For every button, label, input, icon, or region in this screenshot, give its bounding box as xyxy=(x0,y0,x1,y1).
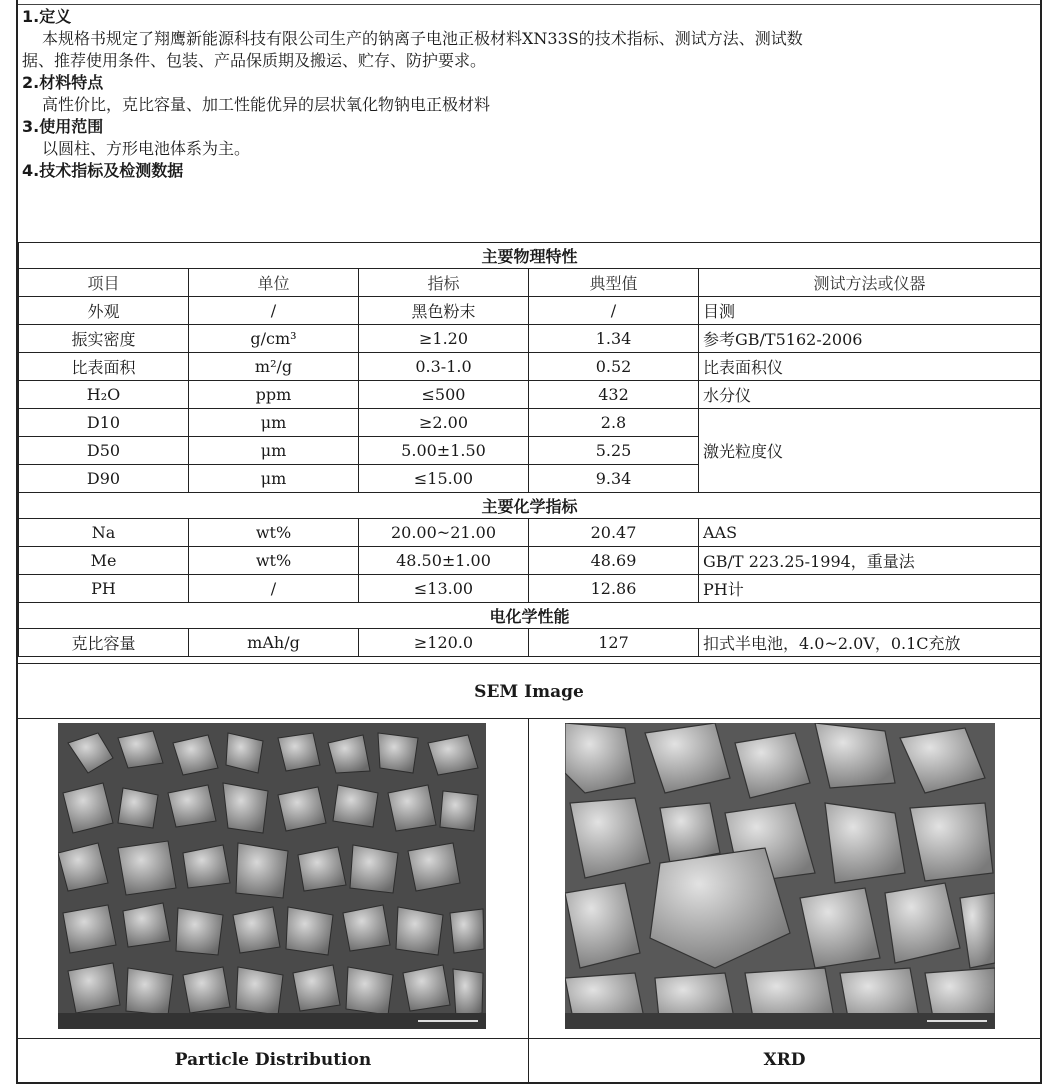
cell-method-laser: 激光粒度仪 xyxy=(699,409,1041,493)
cell-spec: ≤500 xyxy=(359,381,529,409)
cell-method: PH计 xyxy=(699,575,1041,603)
table-row xyxy=(19,353,1041,381)
sem-cell-left xyxy=(18,719,529,1039)
cell-unit: μm xyxy=(189,437,359,465)
col-header-spec: 指标 xyxy=(359,269,529,297)
col-header-item: 项目 xyxy=(19,269,189,297)
scope-text: 以圆柱、方形电池体系为主。 xyxy=(42,139,251,158)
cell-unit: μm xyxy=(189,409,359,437)
cell-method: 比表面积仪 xyxy=(699,353,1041,381)
cell-unit: μm xyxy=(189,465,359,493)
physical-section-title: 主要物理特性 xyxy=(19,243,1041,269)
cell-item: Me xyxy=(19,547,189,575)
intro-section xyxy=(22,6,1038,182)
cell-spec: ≥120.0 xyxy=(359,629,529,657)
cell-item: Na xyxy=(19,519,189,547)
cell-spec: ≤15.00 xyxy=(359,465,529,493)
col-header-unit: 单位 xyxy=(189,269,359,297)
sem-image-title: SEM Image xyxy=(18,663,1040,719)
cell-typical: 9.34 xyxy=(529,465,699,493)
table-row xyxy=(19,629,1041,657)
cell-item: PH xyxy=(19,575,189,603)
features-text: 高性价比，克比容量、加工性能优异的层状氧化物钠电正极材料 xyxy=(42,95,491,114)
cell-spec: 20.00~21.00 xyxy=(359,519,529,547)
cell-spec: 48.50±1.00 xyxy=(359,547,529,575)
table-row xyxy=(19,381,1041,409)
col-header-typical: 典型值 xyxy=(529,269,699,297)
cell-typical: 1.34 xyxy=(529,325,699,353)
top-rule xyxy=(18,4,1040,5)
cell-method: 扣式半电池，4.0~2.0V，0.1C充放 xyxy=(699,629,1041,657)
cell-spec: 0.3-1.0 xyxy=(359,353,529,381)
cell-item: H₂O xyxy=(19,381,189,409)
cell-typical: / xyxy=(529,297,699,325)
definition-line-2: 据、推荐使用条件、包装、产品保质期及搬运、贮存、防护要求。 xyxy=(22,51,487,70)
cell-item: D10 xyxy=(19,409,189,437)
definition-line-1: 本规格书规定了翔鹰新能源科技有限公司生产的钠离子电池正极材料XN33S的技术指标、测试方法、测试数 xyxy=(42,29,803,48)
cell-unit: wt% xyxy=(189,547,359,575)
features-heading: 2.材料特点 xyxy=(22,73,104,92)
definition-heading: 1.定义 xyxy=(22,7,72,26)
table-row xyxy=(19,519,1041,547)
cell-typical: 0.52 xyxy=(529,353,699,381)
table-row xyxy=(19,325,1041,353)
cell-spec: ≥2.00 xyxy=(359,409,529,437)
cell-typical: 5.25 xyxy=(529,437,699,465)
cell-method: 参考GB/T5162-2006 xyxy=(699,325,1041,353)
table-row xyxy=(19,547,1041,575)
sem-image-xrd xyxy=(565,723,995,1029)
caption-particle-distribution: Particle Distribution xyxy=(18,1039,529,1082)
specs-heading: 4.技术指标及检测数据 xyxy=(22,161,184,180)
cell-unit: wt% xyxy=(189,519,359,547)
col-header-method: 测试方法或仪器 xyxy=(699,269,1041,297)
cell-spec: ≤13.00 xyxy=(359,575,529,603)
cell-unit: / xyxy=(189,297,359,325)
cell-typical: 12.86 xyxy=(529,575,699,603)
electro-section-title: 电化学性能 xyxy=(19,603,1041,629)
cell-spec: 黑色粉末 xyxy=(359,297,529,325)
sem-cell-right xyxy=(529,719,1040,1039)
cell-method: AAS xyxy=(699,519,1041,547)
cell-unit: mAh/g xyxy=(189,629,359,657)
cell-method: 目测 xyxy=(699,297,1041,325)
cell-typical: 48.69 xyxy=(529,547,699,575)
cell-unit: m²/g xyxy=(189,353,359,381)
cell-item: D50 xyxy=(19,437,189,465)
cell-typical: 127 xyxy=(529,629,699,657)
sem-image-particle-distribution xyxy=(58,723,486,1029)
cell-item: D90 xyxy=(19,465,189,493)
cell-method: 水分仪 xyxy=(699,381,1041,409)
caption-xrd: XRD xyxy=(763,1050,806,1070)
cell-typical: 432 xyxy=(529,381,699,409)
cell-item: 外观 xyxy=(19,297,189,325)
header-row xyxy=(19,269,1041,297)
spec-sheet xyxy=(16,0,1042,1084)
table-row xyxy=(19,297,1041,325)
cell-typical: 2.8 xyxy=(529,409,699,437)
cell-method: GB/T 223.25-1994，重量法 xyxy=(699,547,1041,575)
cell-unit: / xyxy=(189,575,359,603)
cell-spec: 5.00±1.50 xyxy=(359,437,529,465)
scope-heading: 3.使用范围 xyxy=(22,117,104,136)
table-row xyxy=(19,575,1041,603)
cell-item: 振实密度 xyxy=(19,325,189,353)
chemical-section-title: 主要化学指标 xyxy=(19,493,1041,519)
cell-item: 克比容量 xyxy=(19,629,189,657)
cell-unit: g/cm³ xyxy=(189,325,359,353)
spec-table xyxy=(18,242,1041,657)
table-row xyxy=(19,409,1041,437)
cell-unit: ppm xyxy=(189,381,359,409)
cell-spec: ≥1.20 xyxy=(359,325,529,353)
cell-item: 比表面积 xyxy=(19,353,189,381)
cell-typical: 20.47 xyxy=(529,519,699,547)
